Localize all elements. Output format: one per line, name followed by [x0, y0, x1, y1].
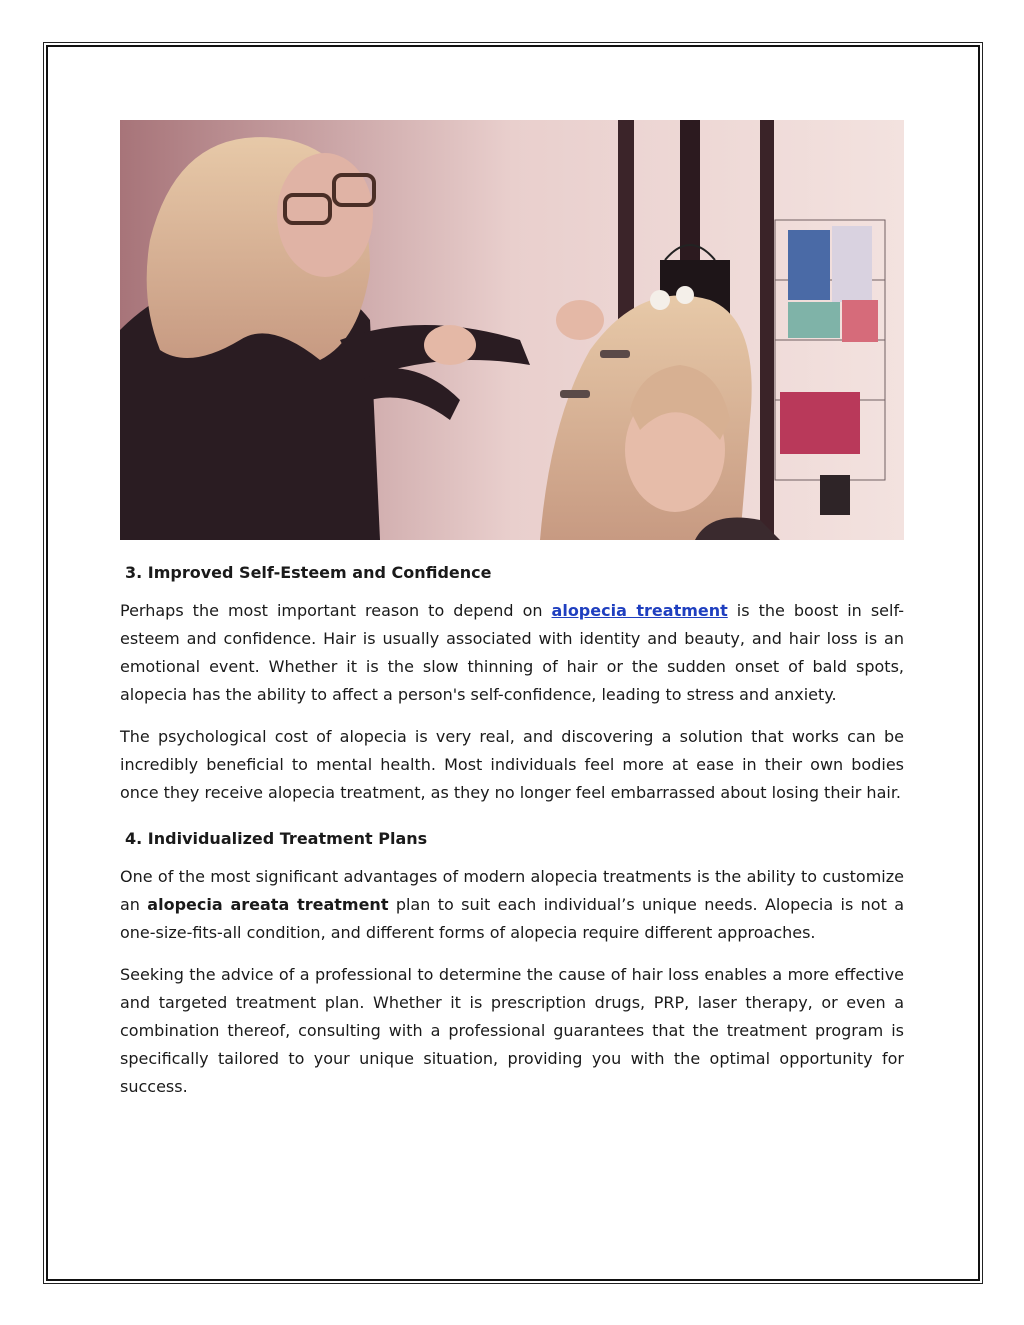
section-4-heading: 4. Individualized Treatment Plans: [125, 829, 428, 848]
section-4-paragraph-1: [120, 863, 904, 947]
section-3-paragraph-1: [120, 597, 904, 709]
section-3-paragraph-2: The psychological cost of alopecia is very real, and discovering a solution that works can be incredibly beneficial to mental health. Most individuals feel more at ease in their own bodies once they receive alopecia treatment, as they no longer feel embarrassed about losing their hair.: [120, 727, 904, 802]
alopecia-treatment-link[interactable]: alopecia treatment: [551, 601, 728, 620]
section-4-p1-text-start: One of the most significant advantages of modern alopecia treatments is the ability to customize an: [120, 867, 904, 914]
section-3-heading: 3. Improved Self-Esteem and Confidence: [125, 563, 492, 582]
section-3-p1-text-end: is the boost in self-esteem and confidence. Hair is usually associated with identity and beauty, and hair loss is an emotional event. Whether it is the slow thinning of hair or the sudden onset of bald spots, alopecia has the ability to affect a person's self-confidence, leading to stress and anxiety.: [120, 601, 905, 704]
article-body: [120, 555, 904, 1101]
section-4-paragraph-2: Seeking the advice of a professional to determine the cause of hair loss enables a more effective and targeted treatment plan. Whether it is prescription drugs, PRP, laser therapy, or even a combination thereof, consulting with a professional guarantees that the treatment program is specifically tailored to your unique situation, providing you with the optimal opportunity for success.: [120, 965, 904, 1096]
salon-photo-illustration: [120, 120, 904, 540]
section-3-p1-text-start: Perhaps the most important reason to depend on: [120, 601, 552, 620]
section-4-p1-text-end: plan to suit each individual’s unique needs. Alopecia is not a one-size-fits-all condition, and different forms of alopecia require different approaches.: [120, 895, 905, 942]
alopecia-areata-treatment-bold: alopecia areata treatment: [147, 895, 389, 914]
salon-photo: [120, 120, 904, 540]
